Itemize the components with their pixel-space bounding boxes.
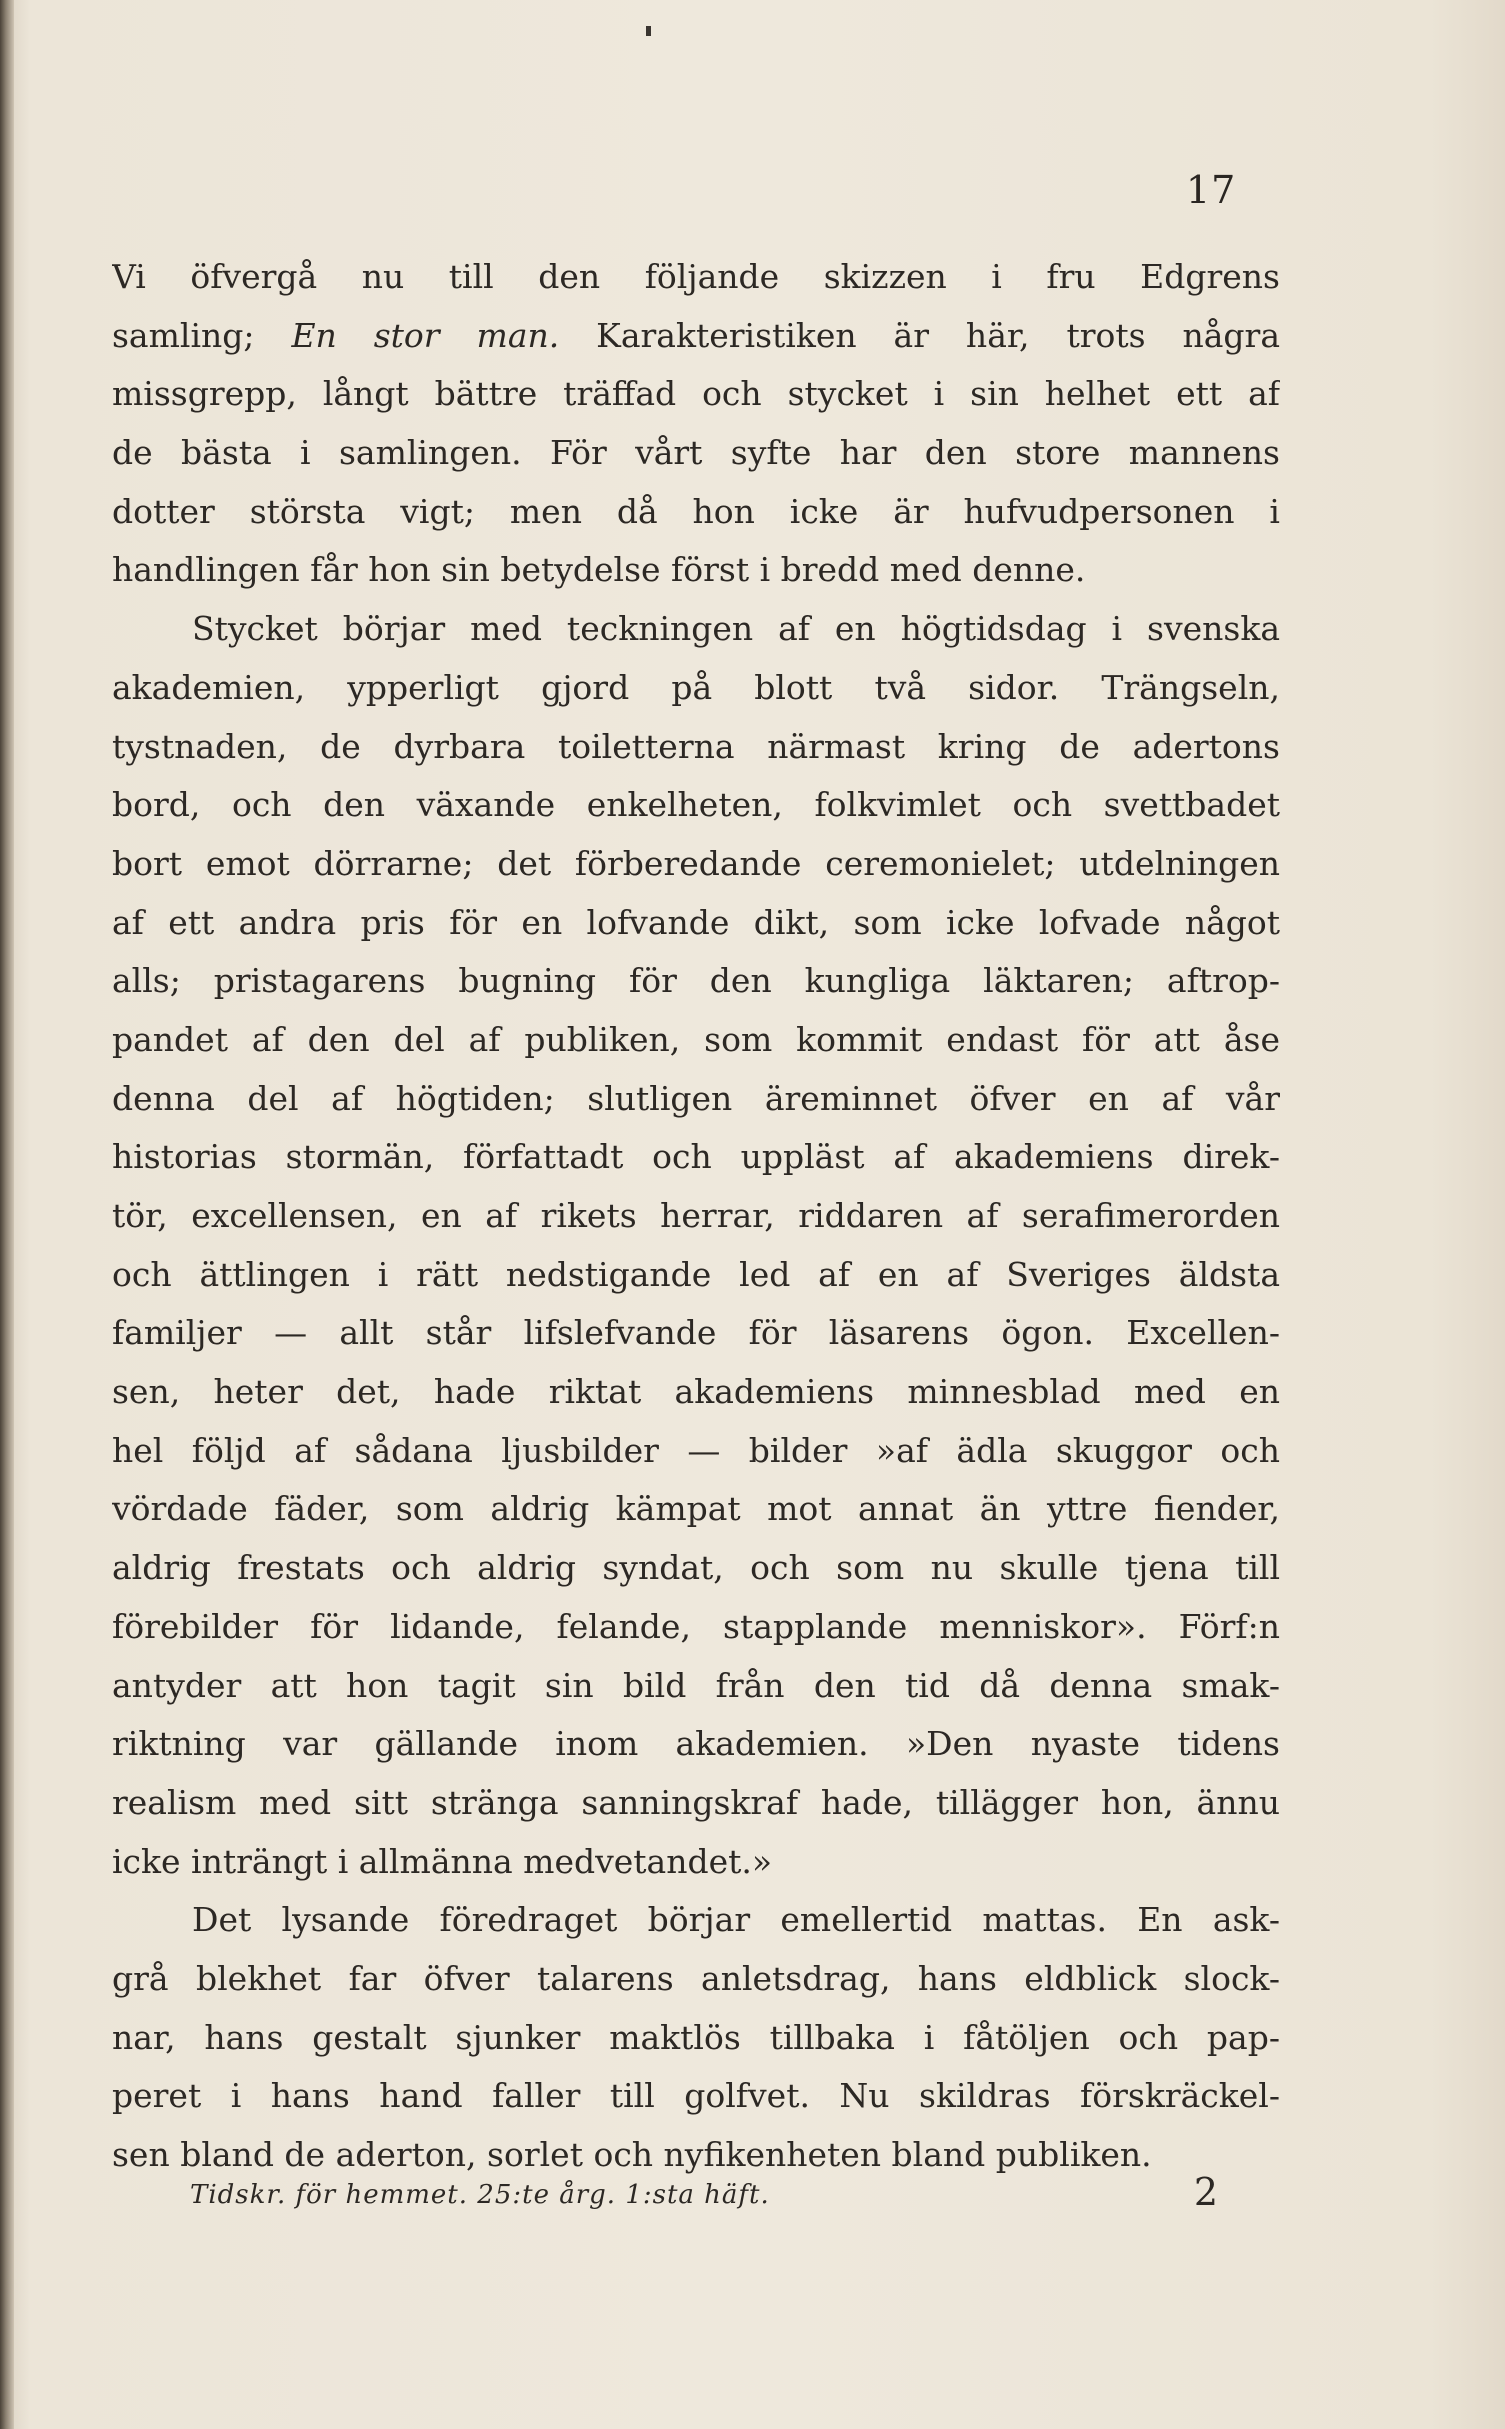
footer-sheet-number: 2 <box>1193 2170 1218 2214</box>
text-line: förebilder för lidande, felande, stapplande menniskor». Förf:n <box>112 1606 1280 1646</box>
text-line: aldrig frestats och aldrig syndat, och som nu skulle tjena till <box>112 1548 1280 1588</box>
body-text <box>112 248 1280 2185</box>
text-line: peret i hans hand faller till golfvet. Nu skildras förskräckel- <box>112 2076 1280 2116</box>
text-line: sen bland de aderton, sorlet och nyfikenheten bland publiken. <box>112 2135 1152 2174</box>
text-line: familjer — allt står lifslefvande för läsarens ögon. Excellen- <box>112 1313 1280 1353</box>
text-line: vördade fäder, som aldrig kämpat mot annat än yttre fiender, <box>112 1489 1280 1529</box>
text-line: sen, heter det, hade riktat akademiens minnesblad med en <box>112 1372 1280 1412</box>
text-line: realism med sitt stränga sanningskraf hade, tillägger hon, ännu <box>112 1782 1280 1822</box>
text-line: nar, hans gestalt sjunker maktlös tillbaka i fåtöljen och pap- <box>112 2017 1280 2057</box>
text-line: antyder att hon tagit sin bild från den tid då denna smak- <box>112 1665 1280 1705</box>
page-footer <box>190 2170 1280 2214</box>
text-line: samling; En stor man. Karakteristiken är här, trots några <box>112 315 1280 355</box>
text-line: Stycket börjar med teckningen af en högtidsdag i svenska <box>192 609 1280 649</box>
text-line: tystnaden, de dyrbara toiletterna närmast kring de adertons <box>112 726 1280 766</box>
print-mark <box>646 26 651 36</box>
text-line: handlingen får hon sin betydelse först i bredd med denne. <box>112 550 1086 590</box>
text-line: akademien, ypperligt gjord på blott två sidor. Trängseln, <box>112 667 1280 707</box>
text-line: historias stormän, författadt och uppläst af akademiens direk- <box>112 1137 1280 1177</box>
text-line: missgrepp, långt bättre träffad och stycket i sin helhet ett af <box>112 374 1280 414</box>
book-spine-shadow <box>0 0 14 2429</box>
footer-signature: Tidskr. för hemmet. 25:te årg. 1:sta häft. <box>190 2180 770 2210</box>
text-line: af ett andra pris för en lofvande dikt, som icke lofvade något <box>112 902 1280 942</box>
text-line: bord, och den växande enkelheten, folkvimlet och svettbadet <box>112 785 1280 825</box>
text-line: Det lysande föredraget börjar emellertid mattas. En ask- <box>192 1900 1280 1940</box>
text-line: icke inträngt i allmänna medvetandet.» <box>112 1841 773 1881</box>
page-number: 17 <box>1186 168 1237 212</box>
text-line: dotter största vigt; men då hon icke är hufvudpersonen i <box>112 491 1280 531</box>
text-line: bort emot dörrarne; det förberedande ceremonielet; utdelningen <box>112 843 1280 883</box>
text-line: tör, excellensen, en af rikets herrar, riddaren af serafimerorden <box>112 1196 1280 1235</box>
text-line: alls; pristagarens bugning för den kungliga läktaren; aftrop- <box>112 961 1280 1001</box>
text-line: och ättlingen i rätt nedstigande led af en af Sveriges äldsta <box>112 1254 1280 1294</box>
text-line: riktning var gällande inom akademien. »Den nyaste tidens <box>112 1724 1280 1764</box>
text-line: denna del af högtiden; slutligen äreminnet öfver en af vår <box>112 1078 1280 1118</box>
text-line: Vi öfvergå nu till den följande skizzen i fru Edgrens <box>112 257 1280 296</box>
italic-title: En stor man. <box>291 315 560 355</box>
text-line: pandet af den del af publiken, som kommit endast för att åse <box>112 1019 1280 1059</box>
text-line: hel följd af sådana ljusbilder — bilder »af ädla skuggor och <box>112 1430 1280 1470</box>
text-line: de bästa i samlingen. För vårt syfte har den store mannens <box>112 433 1280 473</box>
text-line: grå blekhet far öfver talarens anletsdrag, hans eldblick slock- <box>112 1958 1280 1998</box>
